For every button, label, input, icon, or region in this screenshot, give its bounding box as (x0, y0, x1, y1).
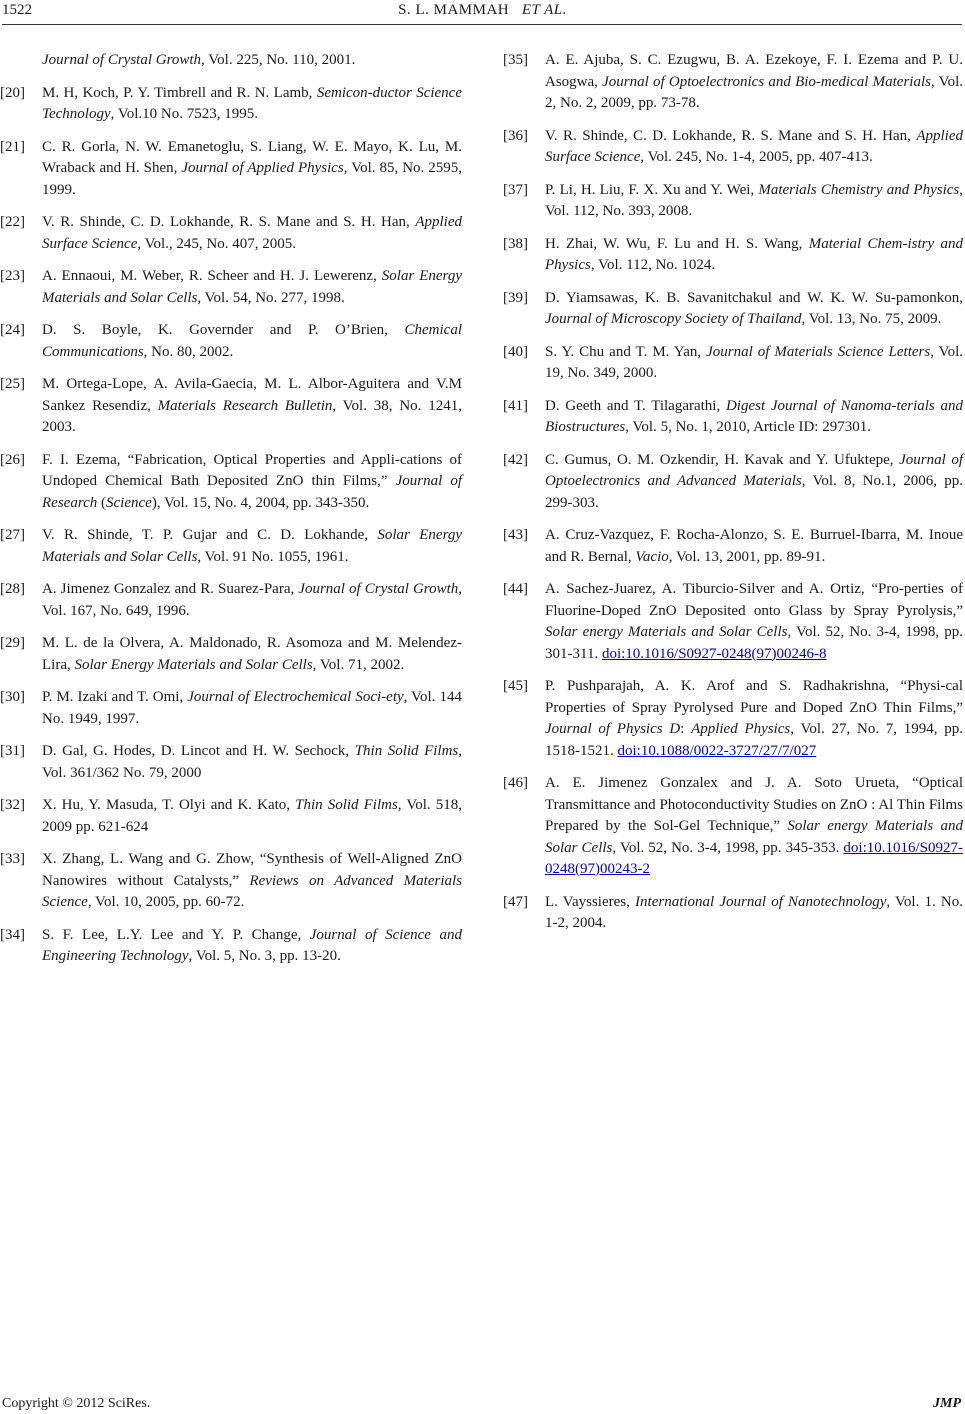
reference-text (42, 452, 462, 511)
reference-segment: A. Ennaoui, M. Weber, R. Scheer and H. J. Lewerenz, (42, 268, 382, 284)
reference-segment: D. S. Boyle, K. Governder and P. O’Brien, (42, 322, 405, 338)
reference-entry (0, 137, 462, 202)
page-header (0, 0, 965, 26)
doi-link[interactable]: doi:10.1016/S0927-0248(97)00243-2 (545, 839, 963, 877)
reference-text (545, 775, 963, 877)
reference-number: [35] (503, 52, 528, 68)
reference-segment: P. M. Izaki and T. Omi, (42, 689, 188, 705)
reference-number: [20] (0, 84, 25, 101)
reference-entry (0, 320, 462, 363)
reference-entry (0, 266, 462, 309)
reference-number: [23] (0, 268, 25, 284)
reference-segment: , Vol. 38, No. 1241, 2003. (42, 397, 462, 435)
reference-text (42, 376, 462, 435)
reference-segment: , Vol. 112, No. 1024. (590, 257, 716, 273)
reference-segment: , No. 80, 2002. (143, 343, 234, 360)
reference-segment: , Vol. 52, No. 3-4, 1998, pp. 345-353. (612, 839, 844, 856)
reference-entry (503, 892, 963, 935)
reference-segment: , Vol. 54, No. 277, 1998. (197, 289, 345, 306)
reference-text (545, 236, 963, 274)
reference-source-title: Applied Surface Science (545, 127, 963, 165)
reference-entry (0, 925, 462, 968)
page-footer (0, 1396, 965, 1414)
reference-segment: , Vol. 245, No. 1-4, 2005, pp. 407-413. (640, 149, 873, 165)
reference-text (42, 851, 462, 910)
reference-number: [43] (503, 527, 528, 543)
reference-segment: P. Pushparajah, A. K. Arof and S. Radhakrishna, “Physi-cal Properties of Spray Pyrolysed Pure and Doped ZnO Thin Films,” (545, 678, 963, 716)
reference-source-title: Solar Energy Materials and Solar Cells (42, 268, 462, 306)
reference-source-title: Applied Surface Science (42, 214, 462, 252)
reference-source-title: Solar Energy Materials and Solar Cells (42, 527, 463, 565)
reference-source-title: Journal of Microscopy Society of Thailand (545, 311, 802, 327)
reference-entry (503, 50, 963, 115)
reference-text (545, 290, 963, 328)
reference-number: [36] (503, 127, 528, 144)
reference-segment: , Vol. 71, 2002. (312, 656, 405, 673)
reference-entry (503, 450, 963, 515)
reference-text (545, 52, 963, 111)
reference-number: [34] (0, 926, 25, 943)
reference-entry (503, 773, 963, 881)
reference-source-title: Solar energy Materials and Solar Cells (545, 624, 788, 640)
reference-source-title: Chemical Communications (42, 322, 462, 360)
reference-segment: A. E. Ajuba, S. C. Ezugwu, B. A. Ezekoye, F. I. Ezema and P. U. Asogwa, (545, 52, 963, 90)
reference-number: [26] (0, 451, 25, 468)
reference-text (545, 452, 963, 511)
reference-segment: : (680, 721, 692, 737)
reference-segment: M. L. de la Olvera, A. Maldonado, R. Asomoza and M. Melendez-Lira, (42, 635, 462, 673)
reference-segment: D. Geeth and T. Tilagarathi, (545, 397, 726, 414)
reference-source-title: Materials Research Bulletin (157, 397, 333, 414)
reference-text (42, 689, 462, 727)
reference-source-title: Journal of Physics D (545, 721, 681, 737)
reference-entry (0, 525, 462, 568)
reference-text (42, 52, 355, 68)
reference-entry (0, 579, 462, 622)
reference-segment: , Vol. 91 No. 1055, 1961. (197, 548, 349, 565)
page-number: 1522 (2, 2, 32, 18)
reference-source-title: Applied Physics (691, 721, 791, 737)
reference-number: [47] (503, 893, 528, 910)
reference-number: [25] (0, 376, 25, 392)
reference-text (42, 797, 462, 835)
reference-source-title: Reviews on Advanced Materials Science (42, 872, 462, 910)
doi-link[interactable]: doi:10.1016/S0927-0248(97)00246-8 (601, 645, 827, 662)
reference-number: [46] (503, 775, 528, 791)
reference-entry (503, 525, 963, 568)
reference-entry (0, 374, 462, 439)
doi-link[interactable]: doi:10.1088/0022-3727/27/7/027 (617, 742, 817, 759)
reference-number: [29] (0, 635, 25, 651)
reference-entry (503, 676, 963, 762)
reference-source-title: Vacio (635, 548, 669, 565)
reference-segment: , Vol. 10, 2005, pp. 60-72. (87, 894, 245, 910)
reference-segment: , Vol. 13, 2001, pp. 89-91. (668, 548, 826, 565)
reference-source-title: Journal of Optoelectronics and Bio-medical Materials (602, 73, 931, 90)
reference-source-title: Journal of Science and Engineering Technology (42, 926, 462, 964)
reference-segment: , Vol. 361/362 No. 79, 2000 (42, 743, 462, 781)
reference-source-title: Solar Energy Materials and Solar Cells (74, 656, 313, 673)
reference-number: [24] (0, 322, 25, 338)
reference-segment: , Vol. 27, No. 7, 1994, pp. 1518-1521. (545, 721, 963, 759)
reference-text (42, 139, 462, 198)
reference-entry (503, 234, 963, 277)
reference-text (545, 581, 963, 662)
reference-number: [38] (503, 235, 528, 252)
reference-segment: , Vol. 1. No. 1-2, 2004. (545, 893, 963, 931)
reference-entry (0, 849, 462, 914)
reference-segment: M. Ortega-Lope, A. Avila-Gaecia, M. L. Albor-Aguitera and V.M Sankez Resendiz, (42, 376, 462, 414)
reference-number: [37] (503, 181, 528, 198)
reference-entry (503, 342, 963, 385)
reference-text (42, 214, 462, 252)
reference-segment: A. Jimenez Gonzalez and R. Suarez-Para, (42, 581, 299, 597)
reference-entry (503, 288, 963, 331)
reference-segment: , Vol. 13, No. 75, 2009. (801, 311, 942, 327)
reference-segment: A. Cruz-Vazquez, F. Rocha-Alonzo, S. E. Burruel-Ibarra, M. Inoue and R. Bernal, (545, 527, 963, 565)
reference-segment: , Vol., 245, No. 407, 2005. (137, 235, 297, 252)
reference-entry (0, 50, 462, 72)
reference-text (42, 635, 462, 673)
reference-segment: C. R. Gorla, N. W. Emanetoglu, S. Liang, W. E. Mayo, K. Lu, M. Wraback and H. Shen, (42, 138, 462, 176)
reference-source-title: Semicon-ductor Science Technology (42, 84, 462, 122)
reference-entry (503, 126, 963, 169)
reference-number: [21] (0, 138, 25, 155)
reference-entry (0, 212, 462, 255)
reference-segment: , Vol. 5, No. 3, pp. 13-20. (188, 948, 341, 964)
reference-entry (503, 579, 963, 665)
reference-segment: H. Zhai, W. Wu, F. Lu and H. S. Wang, (545, 235, 809, 252)
reference-text (545, 398, 963, 436)
reference-segment: V. R. Shinde, C. D. Lokhande, R. S. Mane and S. H. Han, (42, 214, 416, 230)
reference-source-title: Solar energy Materials and Solar Cells (545, 818, 963, 856)
reference-number: [27] (0, 527, 25, 543)
reference-text (545, 182, 963, 220)
reference-entry (0, 795, 462, 838)
reference-number: [45] (503, 678, 528, 694)
reference-source-title: Material Chem-istry and Physics (545, 235, 963, 273)
reference-segment: P. Li, H. Liu, F. X. Xu and Y. Wei, (545, 181, 759, 198)
reference-segment: , Vol. 112, No. 393, 2008. (545, 181, 963, 219)
reference-text (545, 128, 963, 166)
reference-number: [40] (503, 343, 528, 360)
reference-source-title: Thin Solid Films (295, 797, 398, 813)
reference-text (42, 743, 462, 781)
reference-segment: D. Yiamsawas, K. B. Savanitchakul and W. K. W. Su-pamonkon, (545, 289, 963, 306)
reference-segment: C. Gumus, O. M. Ozkendir, H. Kavak and Y. Ufuktepe, (545, 451, 900, 468)
reference-text (545, 678, 963, 759)
reference-source-title: Thin Solid Films (354, 743, 459, 759)
reference-text (42, 322, 462, 360)
reference-segment: L. Vayssieres, (545, 893, 636, 910)
reference-number: [22] (0, 214, 25, 230)
reference-segment: F. I. Ezema, “Fabrication, Optical Properties and Appli-cations of Undoped Chemical Bath Deposited ZnO thin Films,” (42, 451, 462, 489)
references-left-column (0, 50, 463, 979)
reference-segment: , Vol. 518, 2009 pp. 621-624 (42, 797, 463, 835)
reference-segment: , Vol. 8, No.1, 2006, pp. 299-303. (545, 473, 963, 511)
reference-text (42, 268, 462, 306)
reference-segment: A. E. Jimenez Gonzalex and J. A. Soto Urueta, “Optical Transmittance and Photoconductivity Studies on ZnO : Al Thin Films Prepared by the Sol-Gel Technique,” (545, 775, 963, 834)
reference-entry (503, 396, 963, 439)
reference-source-title: International Journal of Nanotechnology (635, 893, 887, 910)
reference-segment: V. R. Shinde, T. P. Gujar and C. D. Lokhande, (42, 527, 378, 543)
running-head (0, 2, 965, 19)
reference-entry (0, 741, 462, 784)
reference-source-title: Journal of Crystal Growth (298, 581, 459, 597)
reference-entry (0, 83, 462, 126)
reference-number: [32] (0, 797, 25, 813)
journal-abbreviation: JMP (933, 1396, 961, 1411)
reference-segment: S. F. Lee, L.Y. Lee and Y. P. Change, (42, 926, 310, 943)
reference-text (545, 894, 963, 932)
copyright-notice: Copyright © 2012 SciRes. (2, 1396, 151, 1411)
reference-number: [31] (0, 743, 25, 759)
reference-segment: ), Vol. 15, No. 4, 2004, pp. 343-350. (151, 494, 370, 511)
reference-source-title: Journal of Applied Physics (181, 160, 344, 176)
running-head-authors: S. L. MAMMAH (398, 2, 510, 18)
reference-number: [33] (0, 851, 25, 867)
reference-text (42, 85, 462, 123)
reference-segment: M. H, Koch, P. Y. Timbrell and R. N. Lamb, (42, 84, 317, 101)
reference-entry (0, 633, 462, 676)
reference-segment: , Vol. 85, No. 2595, 1999. (42, 160, 462, 198)
reference-entry (503, 180, 963, 223)
reference-segment: , Vol. 5, No. 1, 2010, Article ID: 297301. (625, 419, 871, 435)
reference-segment: X. Zhang, L. Wang and G. Zhow, “Synthesis of Well-Aligned ZnO Nanowires without Catalysts,” (42, 851, 462, 889)
reference-segment: , Vol. 144 No. 1949, 1997. (42, 689, 462, 727)
reference-segment: , Vol.10 No. 7523, 1995. (110, 106, 258, 122)
reference-text (42, 581, 462, 619)
reference-segment: ( (97, 494, 107, 511)
reference-source-title: Journal of Optoelectronics and Advanced Materials (545, 451, 963, 489)
reference-number: [41] (503, 397, 528, 414)
reference-source-title: Science (106, 494, 152, 511)
reference-number: [44] (503, 581, 528, 597)
reference-number: [30] (0, 689, 25, 705)
reference-segment: V. R. Shinde, C. D. Lokhande, R. S. Mane and S. H. Han, (545, 127, 917, 144)
references-right-column (503, 50, 963, 946)
reference-source-title: Journal of Materials Science Letters (706, 343, 931, 360)
running-head-etal: ET AL. (521, 2, 567, 18)
reference-source-title: Journal of Crystal Growth (42, 52, 202, 68)
reference-segment: , Vol. 225, No. 110, 2001. (201, 52, 356, 68)
reference-segment: D. Gal, G. Hodes, D. Lincot and H. W. Sechock, (42, 743, 355, 759)
reference-entry (0, 687, 462, 730)
reference-text (545, 527, 963, 565)
reference-source-title: Journal of Electrochemical Soci-ety (187, 689, 404, 705)
reference-segment: A. Sachez-Juarez, A. Tiburcio-Silver and A. Ortiz, “Pro-perties of Fluorine-Doped ZnO Deposited onto Glass by Spray Pyrolysis,” (545, 581, 963, 619)
reference-text (545, 344, 963, 382)
reference-source-title: Digest Journal of Nanoma-terials and Biostructures (545, 397, 963, 435)
reference-number: [39] (503, 289, 528, 306)
reference-text (42, 527, 462, 565)
reference-segment: X. Hu, Y. Masuda, T. Olyi and K. Kato, (42, 797, 296, 813)
reference-segment: , Vol. 19, No. 349, 2000. (545, 343, 963, 381)
reference-number: [42] (503, 451, 528, 468)
reference-number: [28] (0, 581, 25, 597)
reference-segment: , Vol. 52, No. 3-4, 1998, pp. 301-311. (545, 624, 963, 662)
reference-text (42, 927, 462, 965)
reference-source-title: Materials Chemistry and Physics (758, 181, 960, 198)
reference-source-title: Journal of Research (42, 473, 462, 511)
header-rule (2, 24, 962, 25)
reference-segment: , Vol. 167, No. 649, 1996. (42, 581, 462, 619)
reference-segment: S. Y. Chu and T. M. Yan, (545, 343, 707, 360)
reference-segment: , Vol. 2, No. 2, 2009, pp. 73-78. (545, 73, 963, 111)
reference-entry (0, 450, 462, 515)
